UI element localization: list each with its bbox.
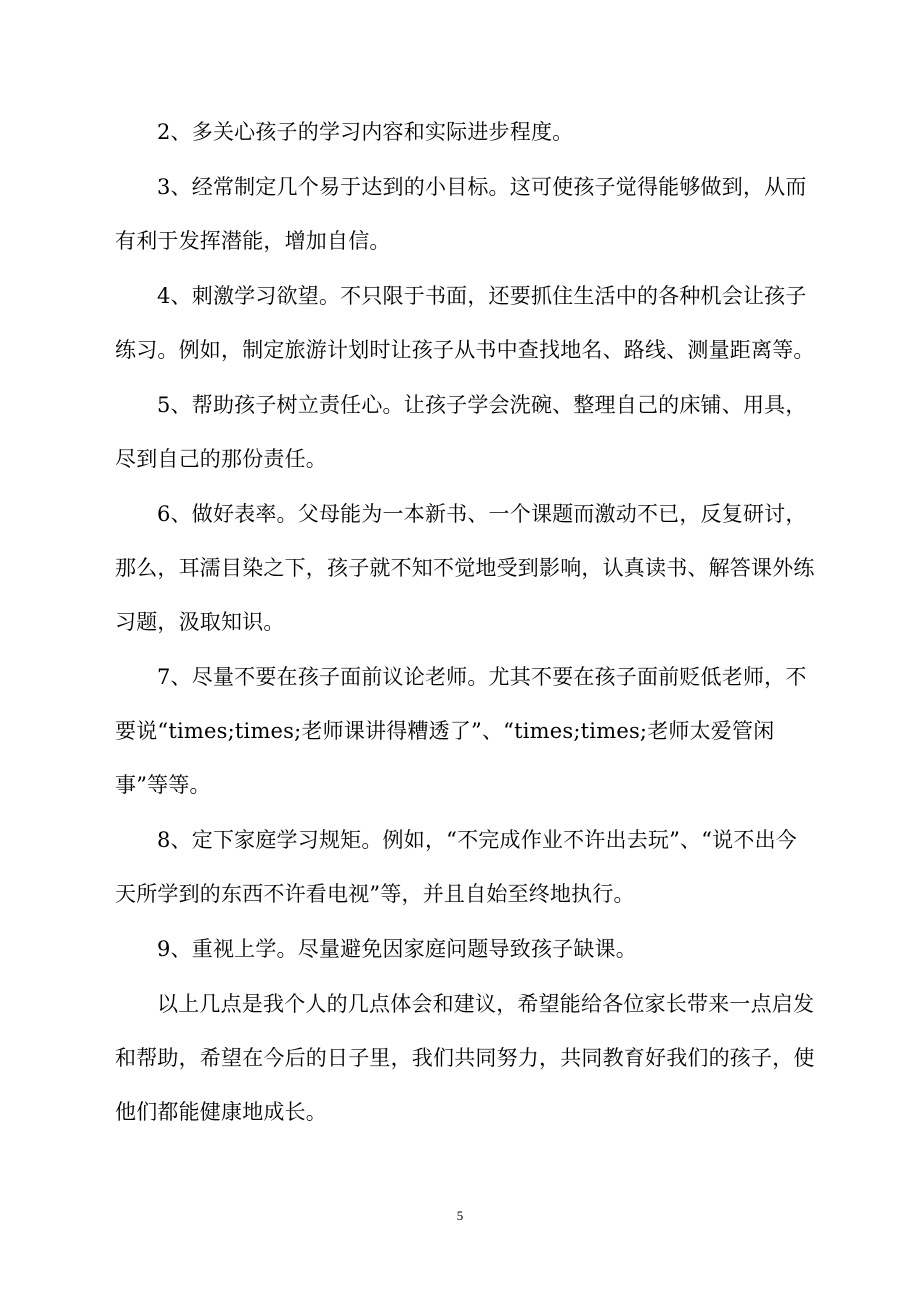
paragraph-item-8: 8、定下家庭学习规矩。例如，“不完成作业不许出去玩”、“说不出今天所学到的东西不许看电视”等，并且自始至终地执行。 (115, 828, 797, 906)
paragraph-item-7: 7、尽量不要在孩子面前议论老师。尤其不要在孩子面前贬低老师，不要说“times;times;老师课讲得糟透了”、“times;times;老师太爱管闲事”等等。 (115, 665, 807, 797)
paragraph-item-2: 2、多关心孩子的学习内容和实际进步程度。 (157, 120, 574, 144)
paragraph-item-6: 6、做好表率。父母能为一本新书、一个课题而激动不已，反复研讨，那么，耳濡目染之下，孩子就不知不觉地受到影响，认真读书、解答课外练习题，汲取知识。 (115, 502, 815, 634)
paragraph-item-4: 4、刺激学习欲望。不只限于书面，还要抓住生活中的各种机会让孩子练习。例如，制定旅游计划时让孩子从书中查找地名、路线、测量距离等。 (115, 284, 815, 362)
document-body (115, 105, 815, 1140)
paragraph-item-9: 9、重视上学。尽量避免因家庭问题导致孩子缺课。 (157, 937, 637, 961)
paragraph-item-3: 3、经常制定几个易于达到的小目标。这可使孩子觉得能够做到，从而有利于发挥潜能，增加自信。 (115, 175, 807, 253)
closing-paragraph: 以上几点是我个人的几点体会和建议，希望能给各位家长带来一点启发和帮助，希望在今后的日子里，我们共同努力，共同教育好我们的孩子，使他们都能健康地成长。 (115, 992, 815, 1124)
page-number: 5 (456, 1208, 464, 1223)
paragraph-item-5: 5、帮助孩子树立责任心。让孩子学会洗碗、整理自己的床铺、用具，尽到自己的那份责任。 (115, 393, 807, 471)
